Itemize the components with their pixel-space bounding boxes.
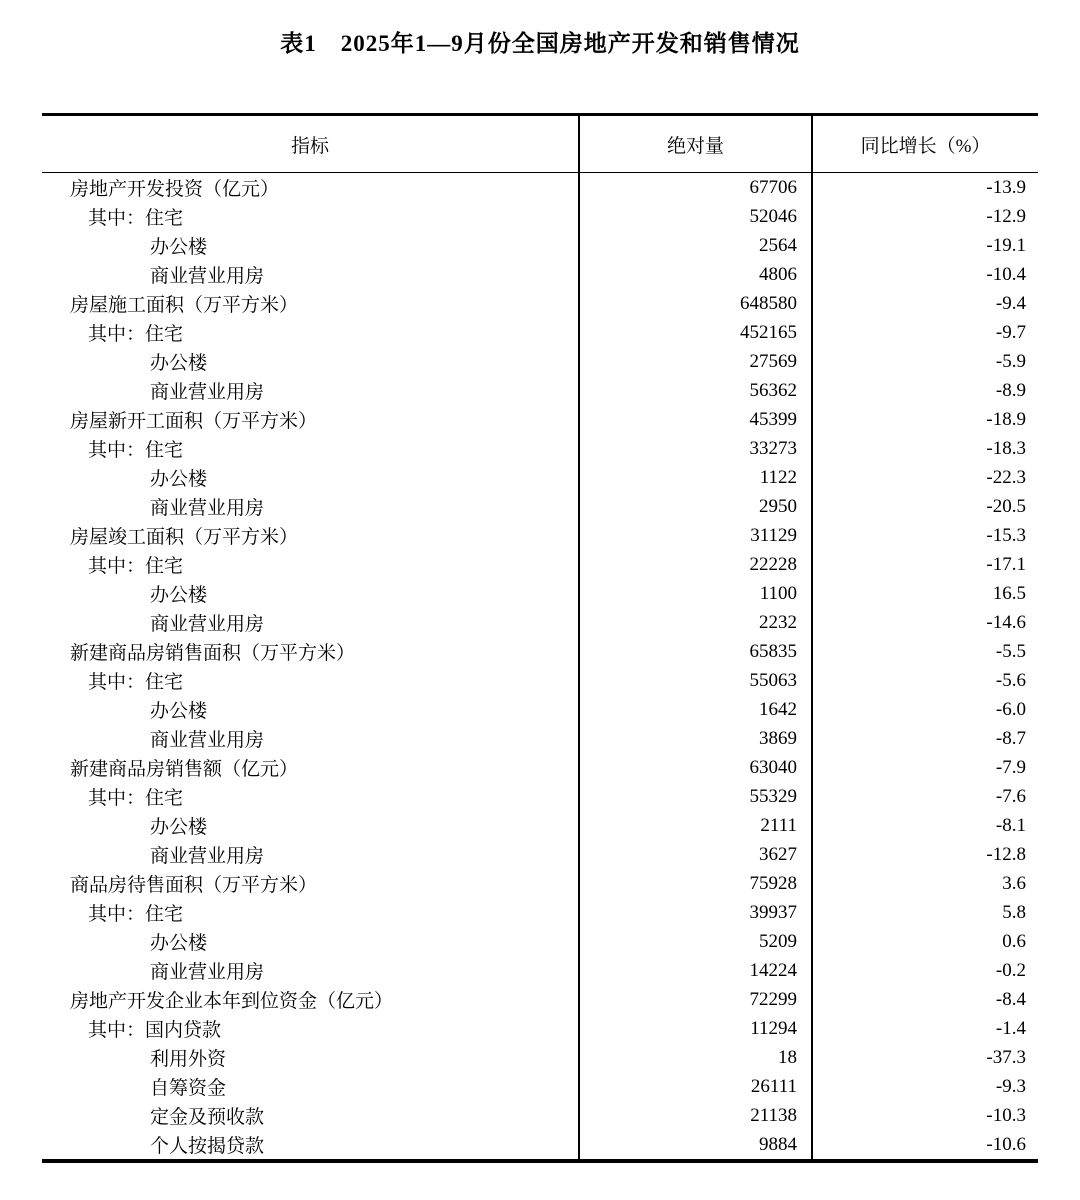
stats-table [42, 113, 1038, 1163]
table-row [42, 1101, 1038, 1130]
absolute-value-cell: 45399 [579, 405, 812, 434]
growth-value-cell: 5.8 [812, 898, 1038, 927]
indicator-cell: 其中：住宅 [88, 904, 184, 925]
absolute-value-cell: 1642 [579, 695, 812, 724]
absolute-value-cell: 2950 [579, 492, 812, 521]
table-row [42, 1014, 1038, 1043]
indicator-cell: 办公楼 [150, 817, 208, 838]
growth-value-cell: -5.9 [812, 347, 1038, 376]
absolute-value-cell: 2232 [579, 608, 812, 637]
absolute-value-cell: 22228 [579, 550, 812, 579]
growth-value-cell: -5.5 [812, 637, 1038, 666]
absolute-value-cell: 648580 [579, 289, 812, 318]
growth-value-cell: -15.3 [812, 521, 1038, 550]
growth-value-cell: -12.8 [812, 840, 1038, 869]
indicator-cell: 办公楼 [150, 933, 208, 954]
growth-value-cell: -9.4 [812, 289, 1038, 318]
growth-value-cell: -8.4 [812, 985, 1038, 1014]
indicator-cell: 办公楼 [150, 701, 208, 722]
table-row [42, 1043, 1038, 1072]
table-row [42, 666, 1038, 695]
table-row [42, 579, 1038, 608]
absolute-value-cell: 33273 [579, 434, 812, 463]
growth-value-cell: -37.3 [812, 1043, 1038, 1072]
indicator-cell: 自筹资金 [150, 1078, 227, 1099]
indicator-cell: 商业营业用房 [150, 614, 265, 635]
table-row [42, 985, 1038, 1014]
table-row [42, 869, 1038, 898]
growth-value-cell: -19.1 [812, 231, 1038, 260]
indicator-cell: 其中：住宅 [88, 788, 184, 809]
table-row [42, 1130, 1038, 1161]
indicator-cell: 其中：住宅 [88, 672, 184, 693]
indicator-cell: 房屋新开工面积（万平方米） [70, 411, 318, 432]
table-row [42, 782, 1038, 811]
absolute-value-cell: 63040 [579, 753, 812, 782]
table-row [42, 753, 1038, 782]
indicator-cell: 其中：住宅 [88, 208, 184, 229]
indicator-cell: 利用外资 [150, 1049, 227, 1070]
indicator-cell: 其中：国内贷款 [88, 1020, 222, 1041]
table-row [42, 724, 1038, 753]
absolute-value-cell: 5209 [579, 927, 812, 956]
growth-value-cell: -10.6 [812, 1130, 1038, 1161]
indicator-cell: 个人按揭贷款 [150, 1136, 265, 1157]
growth-value-cell: 16.5 [812, 579, 1038, 608]
growth-value-cell: -8.1 [812, 811, 1038, 840]
indicator-cell: 办公楼 [150, 353, 208, 374]
indicator-cell: 商品房待售面积（万平方米） [70, 875, 318, 896]
table-row [42, 318, 1038, 347]
header-absolute: 绝对量 [579, 115, 812, 173]
table-row [42, 608, 1038, 637]
growth-value-cell: -18.9 [812, 405, 1038, 434]
table-body [42, 173, 1038, 1162]
table-row [42, 260, 1038, 289]
absolute-value-cell: 9884 [579, 1130, 812, 1161]
table-row [42, 231, 1038, 260]
absolute-value-cell: 11294 [579, 1014, 812, 1043]
absolute-value-cell: 75928 [579, 869, 812, 898]
absolute-value-cell: 18 [579, 1043, 812, 1072]
table-row [42, 898, 1038, 927]
absolute-value-cell: 21138 [579, 1101, 812, 1130]
indicator-cell: 定金及预收款 [150, 1107, 265, 1128]
absolute-value-cell: 2564 [579, 231, 812, 260]
growth-value-cell: -12.9 [812, 202, 1038, 231]
table-row [42, 637, 1038, 666]
indicator-cell: 商业营业用房 [150, 962, 265, 983]
growth-value-cell: 3.6 [812, 869, 1038, 898]
table-row [42, 434, 1038, 463]
indicator-cell: 其中：住宅 [88, 440, 184, 461]
table-row [42, 927, 1038, 956]
indicator-cell: 办公楼 [150, 237, 208, 258]
growth-value-cell: -7.9 [812, 753, 1038, 782]
indicator-cell: 房屋施工面积（万平方米） [70, 295, 299, 316]
absolute-value-cell: 14224 [579, 956, 812, 985]
absolute-value-cell: 65835 [579, 637, 812, 666]
table-row [42, 173, 1038, 203]
growth-value-cell: -13.9 [812, 173, 1038, 203]
growth-value-cell: -10.4 [812, 260, 1038, 289]
absolute-value-cell: 52046 [579, 202, 812, 231]
table-row [42, 289, 1038, 318]
indicator-cell: 办公楼 [150, 469, 208, 490]
table-row [42, 695, 1038, 724]
growth-value-cell: -8.7 [812, 724, 1038, 753]
absolute-value-cell: 55329 [579, 782, 812, 811]
table-header [42, 115, 1038, 173]
table-row [42, 405, 1038, 434]
absolute-value-cell: 3869 [579, 724, 812, 753]
indicator-cell: 商业营业用房 [150, 266, 265, 287]
indicator-cell: 办公楼 [150, 585, 208, 606]
table-row [42, 202, 1038, 231]
absolute-value-cell: 56362 [579, 376, 812, 405]
absolute-value-cell: 39937 [579, 898, 812, 927]
indicator-cell: 商业营业用房 [150, 498, 265, 519]
table-row [42, 840, 1038, 869]
indicator-cell: 房地产开发企业本年到位资金（亿元） [70, 991, 394, 1012]
table-row [42, 463, 1038, 492]
table-row [42, 1072, 1038, 1101]
indicator-cell: 房屋竣工面积（万平方米） [70, 527, 299, 548]
absolute-value-cell: 31129 [579, 521, 812, 550]
growth-value-cell: -20.5 [812, 492, 1038, 521]
indicator-cell: 商业营业用房 [150, 730, 265, 751]
absolute-value-cell: 67706 [579, 173, 812, 203]
absolute-value-cell: 452165 [579, 318, 812, 347]
indicator-cell: 其中：住宅 [88, 324, 184, 345]
absolute-value-cell: 3627 [579, 840, 812, 869]
growth-value-cell: -7.6 [812, 782, 1038, 811]
table-row [42, 956, 1038, 985]
absolute-value-cell: 2111 [579, 811, 812, 840]
growth-value-cell: -1.4 [812, 1014, 1038, 1043]
absolute-value-cell: 72299 [579, 985, 812, 1014]
indicator-cell: 新建商品房销售额（亿元） [70, 759, 299, 780]
growth-value-cell: 0.6 [812, 927, 1038, 956]
table-row [42, 811, 1038, 840]
indicator-cell: 商业营业用房 [150, 846, 265, 867]
header-indicator: 指标 [42, 115, 579, 173]
growth-value-cell: -18.3 [812, 434, 1038, 463]
growth-value-cell: -6.0 [812, 695, 1038, 724]
growth-value-cell: -5.6 [812, 666, 1038, 695]
indicator-cell: 其中：住宅 [88, 556, 184, 577]
header-growth: 同比增长（%） [812, 115, 1038, 173]
indicator-cell: 新建商品房销售面积（万平方米） [70, 643, 356, 664]
indicator-cell: 商业营业用房 [150, 382, 265, 403]
growth-value-cell: -9.7 [812, 318, 1038, 347]
table-row [42, 347, 1038, 376]
growth-value-cell: -0.2 [812, 956, 1038, 985]
absolute-value-cell: 1122 [579, 463, 812, 492]
growth-value-cell: -8.9 [812, 376, 1038, 405]
growth-value-cell: -17.1 [812, 550, 1038, 579]
table-title: 表1 2025年1—9月份全国房地产开发和销售情况 [280, 31, 800, 56]
absolute-value-cell: 27569 [579, 347, 812, 376]
indicator-cell: 房地产开发投资（亿元） [70, 179, 280, 200]
growth-value-cell: -9.3 [812, 1072, 1038, 1101]
absolute-value-cell: 1100 [579, 579, 812, 608]
growth-value-cell: -10.3 [812, 1101, 1038, 1130]
table-row [42, 521, 1038, 550]
header-row [42, 115, 1038, 173]
growth-value-cell: -14.6 [812, 608, 1038, 637]
growth-value-cell: -22.3 [812, 463, 1038, 492]
table-row [42, 376, 1038, 405]
absolute-value-cell: 55063 [579, 666, 812, 695]
table-row [42, 550, 1038, 579]
absolute-value-cell: 26111 [579, 1072, 812, 1101]
absolute-value-cell: 4806 [579, 260, 812, 289]
table-row [42, 492, 1038, 521]
